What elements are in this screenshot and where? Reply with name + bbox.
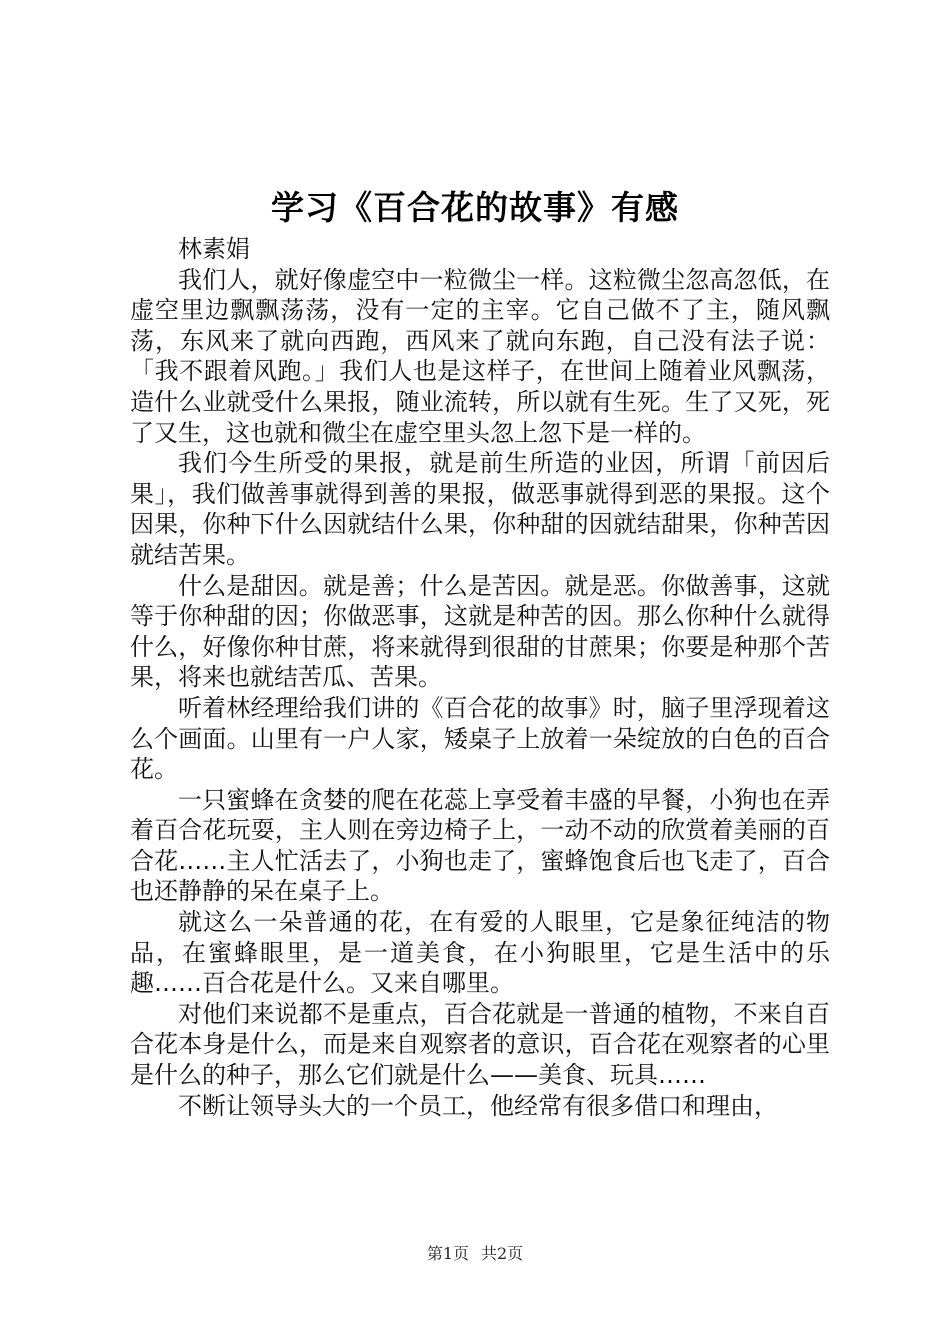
- paragraph-1: 我们人，就好像虚空中一粒微尘一样。这粒微尘忽高忽低，在虚空里边飘飘荡荡，没有一定的主宰。它自己做不了主，随风飘荡，东风来了就向西跑，西风来了就向东跑，自己没有法子说：「我不跟着风跑。」我们人也是这样子，在世间上随着业风飘荡，造什么业就受什么果报，随业流转，所以就有生死。生了又死，死了又生，这也就和微尘在虚空里头忽上忽下是一样的。: [130, 265, 830, 447]
- paragraph-3: 什么是甜因。就是善；什么是苦因。就是恶。你做善事，这就等于你种甜的因；你做恶事，这就是种苦的因。那么你种什么就得什么，好像你种甘蔗，将来就得到很甜的甘蔗果；你要是种那个苦果，将来也就结苦瓜、苦果。: [130, 571, 830, 692]
- page-footer: [0, 1244, 950, 1264]
- paragraph-6: 就这么一朵普通的花，在有爱的人眼里，它是象征纯洁的物品，在蜜蜂眼里，是一道美食，在小狗眼里，它是生活中的乐趣……百合花是什么。又来自哪里。: [130, 908, 830, 998]
- document-title: 学习《百合花的故事》有感: [271, 188, 679, 227]
- paragraph-7: 对他们来说都不是重点，百合花就是一普通的植物，不来自百合花本身是什么，而是来自观察者的意识，百合花在观察者的心里是什么的种子，那么它们就是什么——美食、玩具……: [130, 999, 830, 1090]
- document-body: [130, 234, 830, 1121]
- author-name: 林素娟: [178, 235, 250, 263]
- paragraph-8: 不断让领导头大的一个员工，他经常有很多借口和理由，: [178, 1091, 778, 1120]
- paragraph-2: 我们今生所受的果报，就是前生所造的业因，所谓「前因后果」，我们做善事就得到善的果报，做恶事就得到恶的果报。这个因果，你种下什么因就结什么果，你种甜的因就结甜果，你种苦因就结苦果。: [130, 449, 830, 569]
- page-number: 第1页: [426, 1244, 469, 1263]
- paragraph-4: 听着林经理给我们讲的《百合花的故事》时，脑子里浮现着这么个画面。山里有一户人家，矮桌子上放着一朵绽放的白色的百合花。: [130, 693, 830, 784]
- page-total: 共2页: [481, 1244, 524, 1263]
- paragraph-5: 一只蜜蜂在贪婪的爬在花蕊上享受着丰盛的早餐，小狗也在弄着百合花玩耍，主人则在旁边椅子上，一动不动的欣赏着美丽的百合花……主人忙活去了，小狗也走了，蜜蜂饱食后也飞走了，百合也还静静的呆在桌子上。: [130, 785, 830, 906]
